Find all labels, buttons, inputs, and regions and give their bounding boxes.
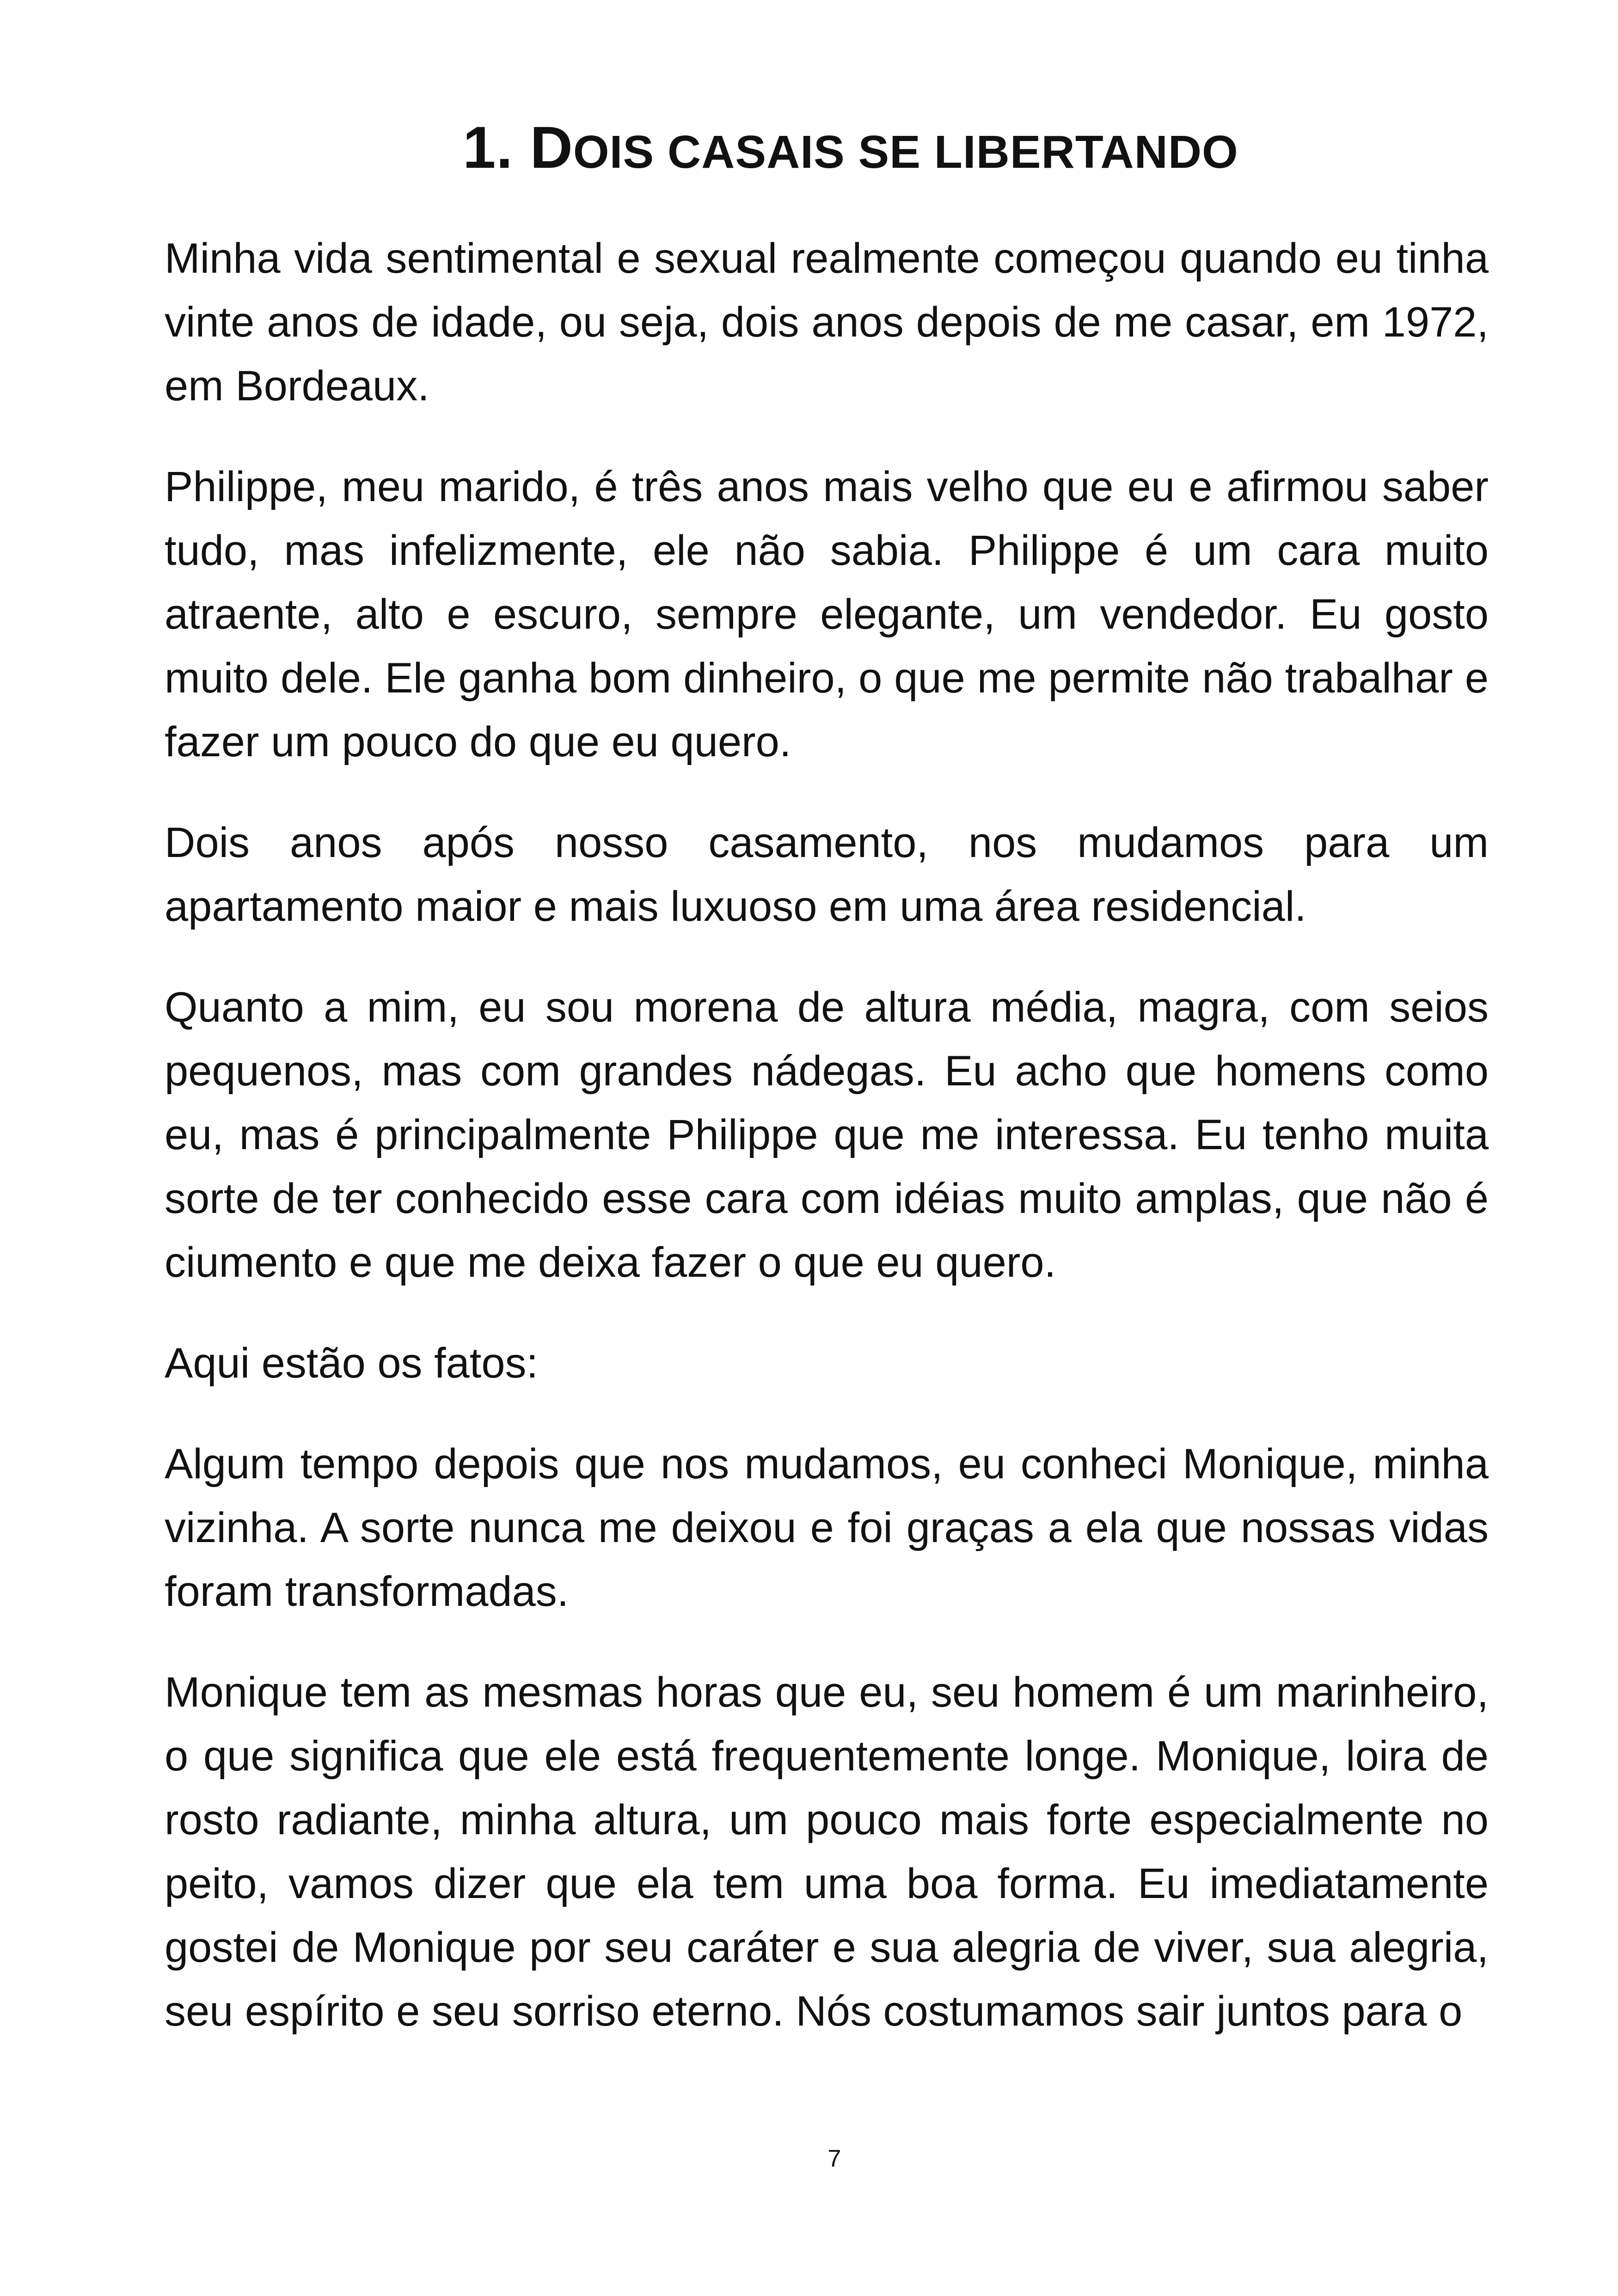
paragraph: Dois anos após nosso casamento, nos mudamos para um apartamento maior e mais luxuoso em uma área residencial. xyxy=(165,819,1489,930)
paragraph: Algum tempo depois que nos mudamos, eu conheci Monique, minha vizinha. A sorte nunca me deixou e foi graças a ela que nossas vidas foram transformadas. xyxy=(165,1440,1489,1615)
paragraph: Monique tem as mesmas horas que eu, seu homem é um marinheiro, o que significa que ele está frequentemente longe. Monique, loira de rosto radiante, minha altura, um pouco mais forte especialmente no peito, vamos dizer que ela tem uma boa forma. Eu imediatamente gostei de Monique por seu caráter e sua alegria de viver, sua alegria, seu espírito e seu sorriso eterno. Nós costumamos sair juntos para o xyxy=(165,1669,1489,2035)
chapter-title-rest: OIS CASAIS SE LIBERTANDO xyxy=(573,126,1238,178)
chapter-number: 1. xyxy=(463,115,513,181)
paragraph: Minha vida sentimental e sexual realmente começou quando eu tinha vinte anos de idade, ou seja, dois anos depois de me casar, em 1972, em Bordeaux. xyxy=(165,235,1489,410)
paragraph: Philippe, meu marido, é três anos mais velho que eu e afirmou saber tudo, mas infelizmente, ele não sabia. Philippe é um cara muito atraente, alto e escuro, sempre elegante, um vendedor. Eu gosto muito dele. Ele ganha bom dinheiro, o que me permite não trabalhar e fazer um pouco do que eu quero. xyxy=(165,463,1489,765)
chapter-title xyxy=(0,111,1618,189)
paragraph: Aqui estão os fatos: xyxy=(165,1340,539,1387)
page-number: 7 xyxy=(827,2145,841,2172)
paragraph: Quanto a mim, eu sou morena de altura média, magra, com seios pequenos, mas com grandes nádegas. Eu acho que homens como eu, mas é principalmente Philippe que me interessa. Eu tenho muita sorte de ter conhecido esse cara com idéias muito amplas, que não é ciumento e que me deixa fazer o que eu quero. xyxy=(165,984,1489,1286)
body-text xyxy=(165,227,1489,2080)
chapter-title-initial: D xyxy=(530,115,573,181)
